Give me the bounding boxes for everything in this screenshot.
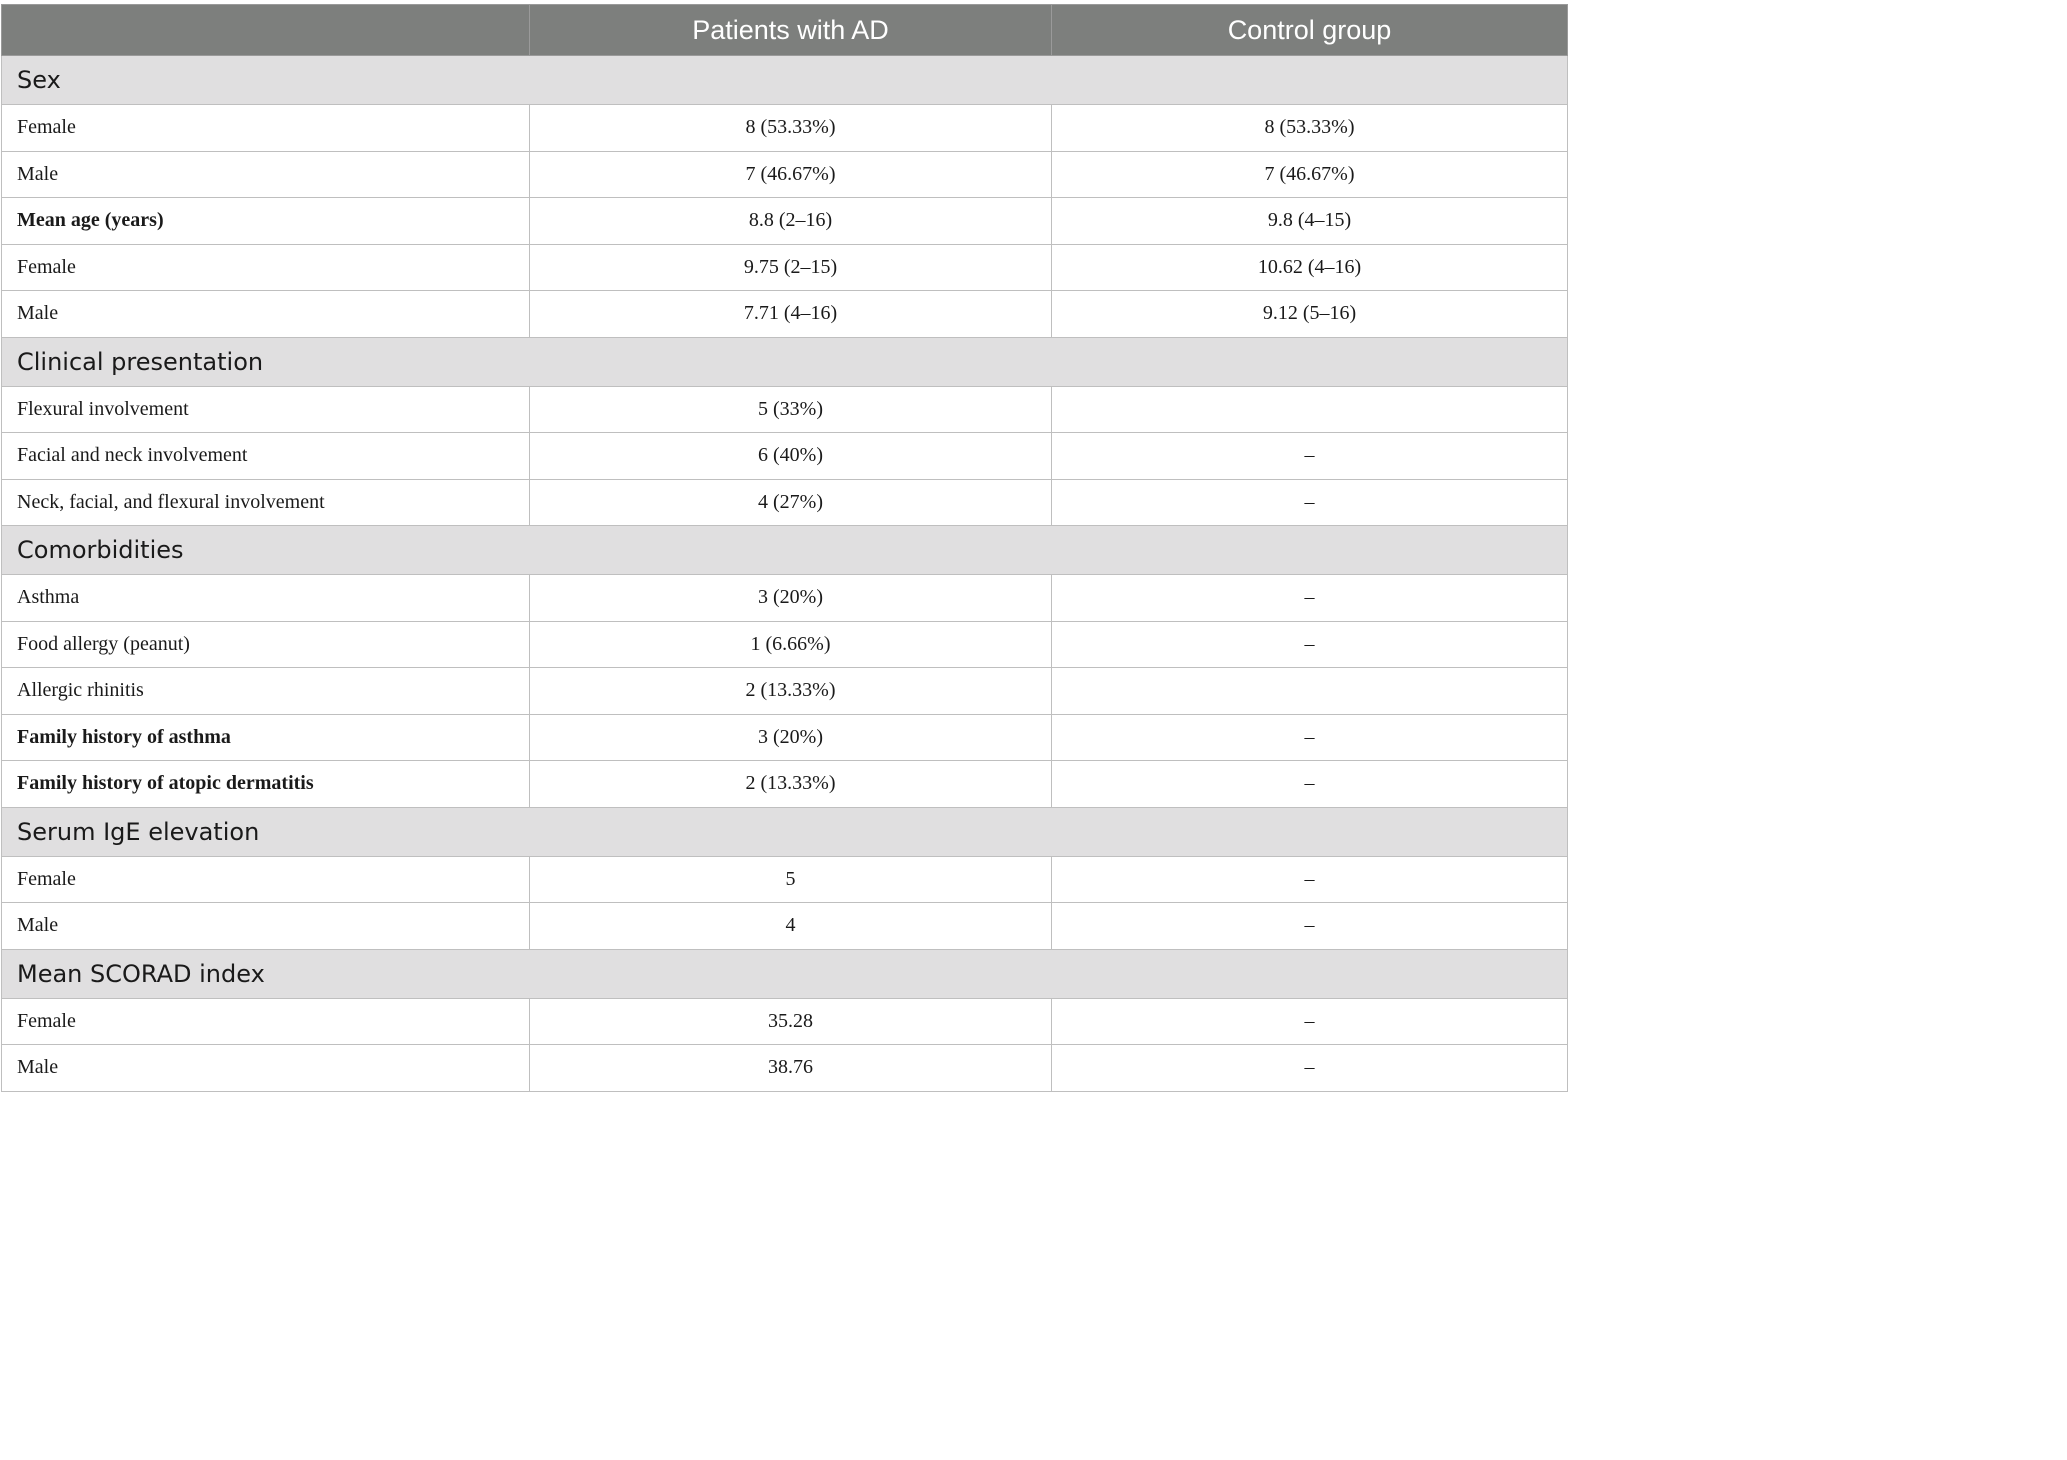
section-title: Comorbidities: [2, 526, 1568, 575]
control-value: –: [1052, 479, 1568, 526]
row-label: Asthma: [2, 575, 530, 622]
ad-value: 6 (40%): [530, 433, 1052, 480]
section-title: Mean SCORAD index: [2, 949, 1568, 998]
control-value: –: [1052, 714, 1568, 761]
table-row: [2, 105, 1568, 152]
demographics-table: [1, 4, 1568, 1092]
ad-value: 7 (46.67%): [530, 151, 1052, 198]
row-label: Female: [2, 856, 530, 903]
control-value: 9.12 (5–16): [1052, 291, 1568, 338]
ad-value: 35.28: [530, 998, 1052, 1045]
table-row: [2, 714, 1568, 761]
control-value: [1052, 386, 1568, 433]
control-value: 9.8 (4–15): [1052, 198, 1568, 245]
header-row: [2, 5, 1568, 56]
section-title: Clinical presentation: [2, 337, 1568, 386]
table-row: [2, 668, 1568, 715]
row-label: Family history of atopic dermatitis: [2, 761, 530, 808]
table-row: [2, 198, 1568, 245]
section-title: Sex: [2, 56, 1568, 105]
ad-value: 2 (13.33%): [530, 668, 1052, 715]
table-row: [2, 151, 1568, 198]
ad-value: 2 (13.33%): [530, 761, 1052, 808]
table-row: [2, 244, 1568, 291]
ad-value: 5: [530, 856, 1052, 903]
row-label: Food allergy (peanut): [2, 621, 530, 668]
table-row: [2, 479, 1568, 526]
table-row: [2, 856, 1568, 903]
row-label: Family history of asthma: [2, 714, 530, 761]
ad-value: 9.75 (2–15): [530, 244, 1052, 291]
control-value: –: [1052, 575, 1568, 622]
table-row: [2, 903, 1568, 950]
table-row: [2, 575, 1568, 622]
row-label: Flexural involvement: [2, 386, 530, 433]
row-label: Neck, facial, and flexural involvement: [2, 479, 530, 526]
ad-value: 1 (6.66%): [530, 621, 1052, 668]
table-row: [2, 433, 1568, 480]
row-label: Mean age (years): [2, 198, 530, 245]
table-row: [2, 386, 1568, 433]
ad-value: 4: [530, 903, 1052, 950]
control-value: –: [1052, 621, 1568, 668]
section-row-mean-scorad: [2, 949, 1568, 998]
control-value: –: [1052, 998, 1568, 1045]
ad-value: 8.8 (2–16): [530, 198, 1052, 245]
ad-value: 7.71 (4–16): [530, 291, 1052, 338]
row-label: Allergic rhinitis: [2, 668, 530, 715]
control-value: –: [1052, 903, 1568, 950]
ad-value: 3 (20%): [530, 714, 1052, 761]
control-value: 7 (46.67%): [1052, 151, 1568, 198]
row-label: Female: [2, 244, 530, 291]
header-control-group: Control group: [1052, 5, 1568, 56]
table-row: [2, 761, 1568, 808]
section-row-sex: [2, 56, 1568, 105]
header-blank-cell: [2, 5, 530, 56]
ad-value: 5 (33%): [530, 386, 1052, 433]
control-value: –: [1052, 1045, 1568, 1092]
ad-value: 8 (53.33%): [530, 105, 1052, 152]
ad-value: 3 (20%): [530, 575, 1052, 622]
row-label: Facial and neck involvement: [2, 433, 530, 480]
ad-value: 4 (27%): [530, 479, 1052, 526]
control-value: –: [1052, 761, 1568, 808]
table-row: [2, 998, 1568, 1045]
section-row-serum-ige: [2, 807, 1568, 856]
table-row: [2, 621, 1568, 668]
section-row-comorbidities: [2, 526, 1568, 575]
row-label: Male: [2, 1045, 530, 1092]
section-title: Serum IgE elevation: [2, 807, 1568, 856]
row-label: Male: [2, 151, 530, 198]
control-value: –: [1052, 856, 1568, 903]
control-value: 8 (53.33%): [1052, 105, 1568, 152]
row-label: Male: [2, 291, 530, 338]
control-value: [1052, 668, 1568, 715]
row-label: Female: [2, 998, 530, 1045]
section-row-clinical-presentation: [2, 337, 1568, 386]
row-label: Female: [2, 105, 530, 152]
control-value: –: [1052, 433, 1568, 480]
ad-value: 38.76: [530, 1045, 1052, 1092]
table-row: [2, 1045, 1568, 1092]
table-row: [2, 291, 1568, 338]
control-value: 10.62 (4–16): [1052, 244, 1568, 291]
row-label: Male: [2, 903, 530, 950]
header-patients-with-ad: Patients with AD: [530, 5, 1052, 56]
